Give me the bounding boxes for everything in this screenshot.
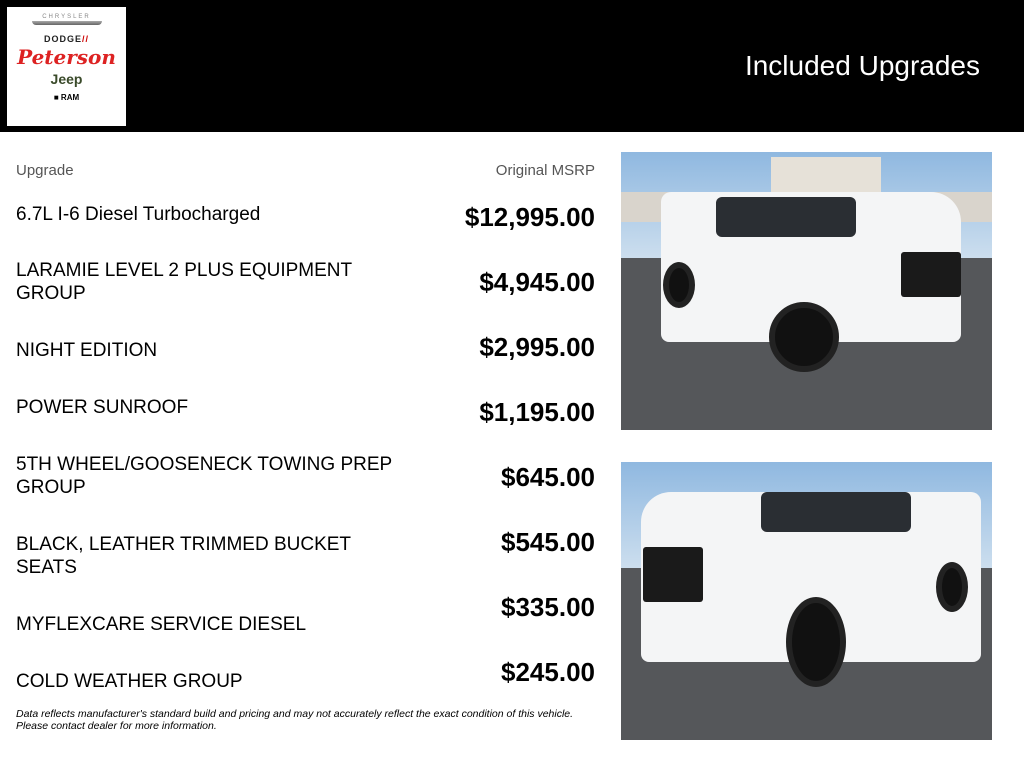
- upgrade-price: $1,195.00: [479, 397, 595, 427]
- upgrade-name: COLD WEATHER GROUP: [16, 671, 243, 692]
- page-title: Included Upgrades: [744, 50, 980, 81]
- upgrade-name: MYFLEXCARE SERVICE DIESEL: [16, 614, 307, 635]
- upgrade-price: $645.00: [501, 462, 595, 492]
- upgrade-name: LARAMIE LEVEL 2 PLUS EQUIPMENT GROUP: [16, 260, 352, 304]
- header: [0, 0, 1024, 132]
- disclaimer-line: Data reflects manufacturer's standard build and pricing and may not accurately reflect the exact condition of this vehicle.: [16, 708, 574, 720]
- disclaimer-line: Please contact dealer for more information.: [16, 720, 217, 732]
- column-header-msrp: Original MSRP: [495, 162, 595, 179]
- dealer-logo: CHRYSLER DODGE// Peterson Jeep ■ RAM: [7, 7, 126, 126]
- upgrade-price: $12,995.00: [464, 202, 595, 232]
- upgrade-name: 5TH WHEEL/GOOSENECK TOWING PREP GROUP: [16, 454, 392, 498]
- upgrade-price: $2,995.00: [479, 332, 595, 362]
- upgrade-price: $545.00: [501, 527, 595, 557]
- disclaimer: [16, 708, 573, 732]
- upgrade-name: NIGHT EDITION: [16, 340, 158, 361]
- upgrade-price: $245.00: [501, 657, 595, 687]
- vehicle-photo-front-right: [621, 152, 992, 430]
- upgrade-name: BLACK, LEATHER TRIMMED BUCKET SEATS: [16, 534, 351, 578]
- vehicle-photo-front-left: [621, 462, 992, 740]
- column-header-upgrade: Upgrade: [16, 162, 74, 179]
- upgrade-name: POWER SUNROOF: [16, 397, 189, 418]
- upgrade-name: 6.7L I-6 Diesel Turbocharged: [16, 204, 261, 225]
- upgrade-price: $4,945.00: [479, 267, 595, 297]
- upgrade-price: $335.00: [501, 592, 595, 622]
